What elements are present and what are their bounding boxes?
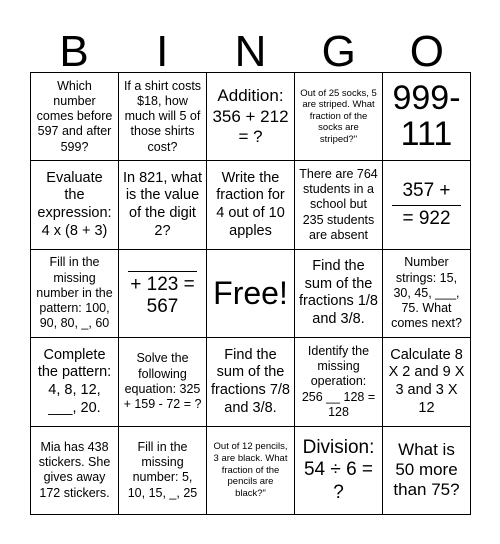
bingo-cell[interactable]: Write the fraction for 4 out of 10 apples	[207, 161, 295, 249]
bingo-cell[interactable]	[383, 161, 471, 249]
bingo-cell[interactable]: What is 50 more than 75?	[383, 427, 471, 515]
equation-text: + 123 = 567	[130, 273, 195, 317]
bingo-cell[interactable]: Mia has 438 stickers. She gives away 172 stickers.	[31, 427, 119, 515]
header-letter-i: I	[156, 27, 169, 76]
header-letter-n: N	[234, 27, 267, 76]
bingo-card-grid	[30, 72, 471, 515]
blank-line	[392, 205, 462, 206]
bingo-cell[interactable]: Fill in the missing number: 5, 10, 15, _, 25	[119, 427, 207, 515]
bingo-cell[interactable]	[119, 250, 207, 338]
bingo-cell[interactable]: Addition: 356 + 212 = ?	[207, 73, 295, 161]
bingo-cell[interactable]: In 821, what is the value of the digit 2?	[119, 161, 207, 249]
bingo-cell[interactable]: Calculate 8 X 2 and 9 X 3 and 3 X 12	[383, 338, 471, 426]
bingo-cell[interactable]: Evaluate the expression: 4 x (8 + 3)	[31, 161, 119, 249]
bingo-cell[interactable]: There are 764 students in a school but 235 students are absent	[295, 161, 383, 249]
blank-line	[128, 271, 198, 272]
bingo-cell[interactable]: Find the sum of the fractions 1/8 and 3/8.	[295, 250, 383, 338]
bingo-cell[interactable]: Identify the missing operation: 256 __ 128 = 128	[295, 338, 383, 426]
header-letter-b: B	[59, 27, 89, 76]
bingo-cell[interactable]: Fill in the missing number in the pattern: 100, 90, 80, _, 60	[31, 250, 119, 338]
equation-stack	[123, 269, 202, 319]
free-space[interactable]: Free!	[207, 250, 295, 338]
bingo-cell[interactable]: Complete the pattern: 4, 8, 12, ___, 20.	[31, 338, 119, 426]
bingo-cell[interactable]: Out of 12 pencils, 3 are black. What fraction of the pencils are black?"	[207, 427, 295, 515]
bingo-cell[interactable]: Number strings: 15, 30, 45, ___, 75. What comes next?	[383, 250, 471, 338]
bingo-cell[interactable]: Out of 25 socks, 5 are striped. What fraction of the socks are striped?"	[295, 73, 383, 161]
bingo-cell[interactable]: Solve the following equation: 325 + 159 - 72 = ?	[119, 338, 207, 426]
header-letter-o: O	[409, 27, 444, 76]
bingo-cell[interactable]: Find the sum of the fractions 7/8 and 3/8.	[207, 338, 295, 426]
equation-top: 357 +	[402, 180, 451, 202]
bingo-cell[interactable]: Which number comes before 597 and after 599?	[31, 73, 119, 161]
bingo-cell[interactable]: 999- 111	[383, 73, 471, 161]
header-letter-g: G	[321, 27, 356, 76]
bingo-cell[interactable]: Division: 54 ÷ 6 = ?	[295, 427, 383, 515]
equation-bottom: = 922	[402, 207, 451, 229]
equation-stack	[387, 180, 466, 230]
bingo-cell[interactable]: If a shirt costs $18, how much will 5 of those shirts cost?	[119, 73, 207, 161]
